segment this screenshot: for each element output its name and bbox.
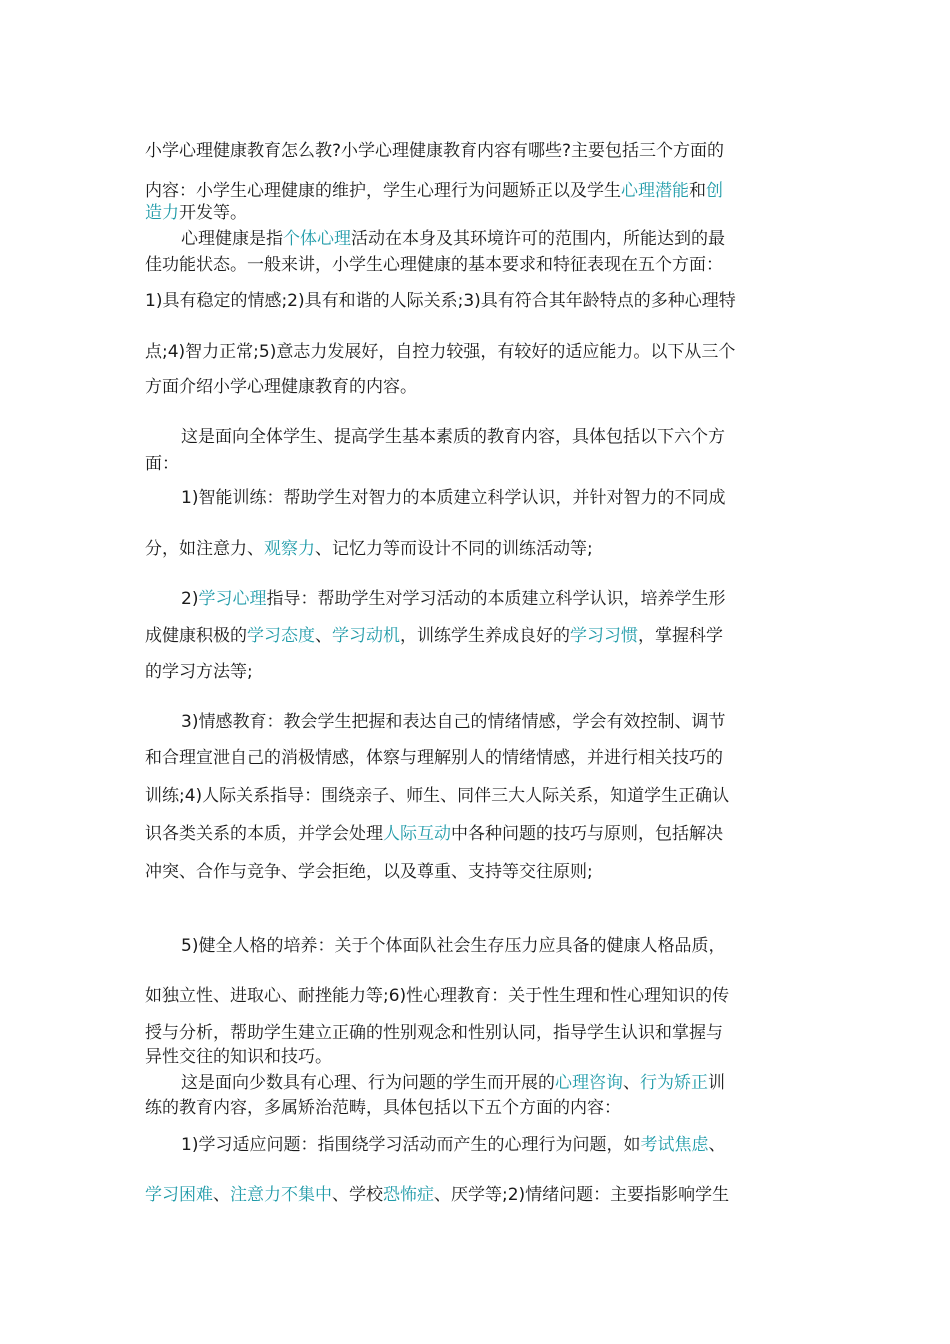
text-segment: 如独立性、进取心、耐挫能力等;6)性心理教育：关于性生理和性心理知识的传 xyxy=(145,986,730,1006)
text-line xyxy=(181,486,805,510)
keyword-link[interactable]: 学习态度 xyxy=(247,626,315,646)
text-line xyxy=(145,201,805,225)
text-line xyxy=(145,1045,805,1069)
text-segment: 2) xyxy=(181,589,199,609)
text-segment: 1)具有稳定的情感;2)具有和谐的人际关系;3)具有符合其年龄特点的多种心理特 xyxy=(145,291,736,311)
text-segment: 、厌学等;2)情绪问题：主要指影响学生 xyxy=(434,1185,730,1205)
text-line xyxy=(145,1183,805,1207)
text-line xyxy=(145,624,805,648)
text-line xyxy=(145,139,805,163)
text-segment: 、 xyxy=(708,1135,726,1155)
keyword-link[interactable]: 学习习惯 xyxy=(570,626,638,646)
text-line xyxy=(181,227,805,251)
text-line xyxy=(181,425,805,449)
keyword-link[interactable]: 行为矫正 xyxy=(640,1073,708,1093)
text-segment: 识各类关系的本质，并学会处理 xyxy=(145,824,383,844)
text-line xyxy=(145,537,805,561)
keyword-link[interactable]: 人际互动 xyxy=(383,824,451,844)
text-line xyxy=(145,1021,805,1045)
keyword-link[interactable]: 学习动机 xyxy=(332,626,400,646)
text-line xyxy=(145,375,805,399)
text-segment: ，训练学生养成良好的 xyxy=(400,626,570,646)
text-line xyxy=(145,340,805,364)
text-segment: 这是面向少数具有心理、行为问题的学生而开展的 xyxy=(181,1073,555,1093)
text-line xyxy=(145,822,805,846)
text-segment: 活动在本身及其环境许可的范围内，所能达到的最 xyxy=(351,229,725,249)
text-segment: 、 xyxy=(213,1185,230,1205)
text-segment: 、 xyxy=(315,626,332,646)
text-segment: 佳功能状态。一般来讲，小学生心理健康的基本要求和特征表现在五个方面： xyxy=(145,255,723,275)
text-line xyxy=(145,289,805,313)
text-segment: 、记忆力等而设计不同的训练活动等; xyxy=(315,539,593,559)
text-segment: ，掌握科学 xyxy=(638,626,723,646)
text-segment: 和 xyxy=(689,181,706,201)
keyword-link[interactable]: 学习心理 xyxy=(198,589,267,609)
text-segment: 的学习方法等; xyxy=(145,662,253,682)
text-line xyxy=(145,253,805,277)
text-line xyxy=(145,984,805,1008)
text-line xyxy=(145,179,805,203)
keyword-link[interactable]: 考试焦虑 xyxy=(640,1135,709,1155)
text-line xyxy=(145,452,805,476)
text-segment: 内容：小学生心理健康的维护，学生心理行为问题矫正以及学生 xyxy=(145,181,621,201)
keyword-link[interactable]: 心理潜能 xyxy=(621,181,689,201)
text-segment: 、 xyxy=(623,1073,640,1093)
text-segment: 授与分析，帮助学生建立正确的性别观念和性别认同，指导学生认识和掌握与 xyxy=(145,1023,723,1043)
text-segment: 面： xyxy=(145,454,179,474)
text-segment: 练的教育内容，多属矫治范畴，具体包括以下五个方面的内容： xyxy=(145,1098,621,1118)
text-segment: 训练;4)人际关系指导：围绕亲子、师生、同伴三大人际关系，知道学生正确认 xyxy=(145,786,730,806)
keyword-link[interactable]: 注意力不集中 xyxy=(230,1185,332,1205)
text-line xyxy=(181,710,805,734)
text-segment: 这是面向全体学生、提高学生基本素质的教育内容，具体包括以下六个方 xyxy=(181,427,725,447)
text-segment: 中各种问题的技巧与原则，包括解决 xyxy=(451,824,723,844)
text-segment: 和合理宣泄自己的消极情感，体察与理解别人的情绪情感，并进行相关技巧的 xyxy=(145,748,723,768)
text-segment: 指导：帮助学生对学习活动的本质建立科学认识，培养学生形 xyxy=(266,589,726,609)
text-segment: 5)健全人格的培养：关于个体面队社会生存压力应具备的健康人格品质， xyxy=(181,936,726,956)
text-line xyxy=(181,1133,805,1157)
keyword-link[interactable]: 造力 xyxy=(145,203,179,223)
text-line xyxy=(145,860,805,884)
text-line xyxy=(145,784,805,808)
text-line xyxy=(145,1096,805,1120)
text-segment: 异性交往的知识和技巧。 xyxy=(145,1047,332,1067)
text-line xyxy=(145,746,805,770)
keyword-link[interactable]: 恐怖症 xyxy=(383,1185,434,1205)
text-segment: 心理健康是指 xyxy=(181,229,283,249)
text-segment: 成健康积极的 xyxy=(145,626,247,646)
text-segment: 1)学习适应问题：指围绕学习活动而产生的心理行为问题，如 xyxy=(181,1135,641,1155)
keyword-link[interactable]: 学习困难 xyxy=(145,1185,213,1205)
text-segment: 3)情感教育：教会学生把握和表达自己的情绪情感，学会有效控制、调节 xyxy=(181,712,726,732)
text-segment: 、学校 xyxy=(332,1185,383,1205)
text-segment: 分，如注意力、 xyxy=(145,539,264,559)
text-segment: 冲突、合作与竞争、学会拒绝，以及尊重、支持等交往原则; xyxy=(145,862,593,882)
text-line xyxy=(145,660,805,684)
keyword-link[interactable]: 心理咨询 xyxy=(555,1073,623,1093)
text-segment: 方面介绍小学心理健康教育的内容。 xyxy=(145,377,417,397)
keyword-link[interactable]: 创 xyxy=(706,181,723,201)
text-line xyxy=(181,934,805,958)
keyword-link[interactable]: 个体心理 xyxy=(283,229,351,249)
text-line xyxy=(181,587,805,611)
text-line xyxy=(181,1071,805,1095)
text-segment: 训 xyxy=(708,1073,725,1093)
keyword-link[interactable]: 观察力 xyxy=(264,539,315,559)
text-segment: 点;4)智力正常;5)意志力发展好，自控力较强，有较好的适应能力。以下从三个 xyxy=(145,342,736,362)
text-segment: 小学心理健康教育怎么教?小学心理健康教育内容有哪些?主要包括三个方面的 xyxy=(145,141,725,161)
text-segment: 1)智能训练：帮助学生对智力的本质建立科学认识，并针对智力的不同成 xyxy=(181,488,726,508)
text-segment: 开发等。 xyxy=(179,203,247,223)
